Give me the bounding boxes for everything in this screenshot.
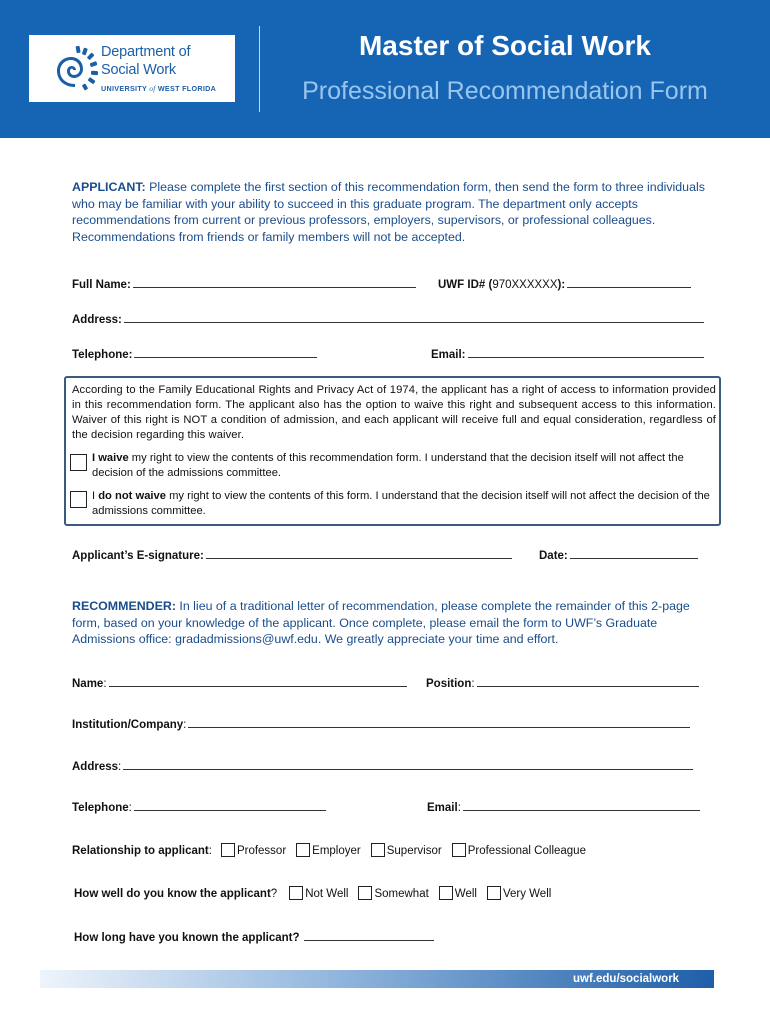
professor-checkbox[interactable] [221,843,235,857]
do-not-waive-option-text: I do not waive my right to view the contents of this form. I understand that the decision itself will not affect the decision of the admissions committee. [92,490,710,517]
recommender-address-field[interactable]: Address: [72,759,693,773]
nautilus-shell-icon [49,43,101,95]
recommender-intro-text: In lieu of a traditional letter of recommendation, please complete the remainder of this 2-page form, based on your knowledge of the applicant. Once complete, please email the form to UWF’s Graduate Admissions office: gradadmissions@uwf.edu. We greatly appreciate your time and effort. [72,599,690,647]
supervisor-checkbox[interactable] [371,843,385,857]
professional-colleague-checkbox[interactable] [452,843,466,857]
well-checkbox[interactable] [439,886,453,900]
logo-line-2: Social Work [101,62,176,78]
page-header [0,0,770,138]
logo-line-1: Department of [101,44,191,60]
page-title: Master of Social Work [358,30,651,61]
somewhat-checkbox[interactable] [358,886,372,900]
page-subtitle: Professional Recommendation Form [302,77,708,105]
applicant-intro [72,179,718,245]
footer-url: uwf.edu/socialwork [573,973,680,985]
employer-checkbox[interactable] [296,843,310,857]
applicant-heading: APPLICANT: [72,180,146,194]
recommender-email-field[interactable]: Email: [427,800,700,814]
relationship-row: Relationship to applicant: Professor Employer Supervisor Professional Colleague [72,845,586,857]
address-field[interactable]: Address: [72,312,704,326]
recommender-position-field[interactable]: Position: [426,676,699,690]
logo-university-name: UNIVERSITY of WEST FLORIDA [101,84,217,93]
institution-field[interactable]: Institution/Company: [72,717,690,731]
waive-option-text: I waive my right to view the contents of this recommendation form. I understand that the decision itself will not affect the decision of the admissions committee. [92,452,684,479]
recommender-heading: RECOMMENDER: [72,599,176,613]
very-well-checkbox[interactable] [487,886,501,900]
telephone-field[interactable]: Telephone: [72,347,317,361]
full-name-field[interactable]: Full Name: [72,277,416,291]
department-logo [29,35,235,102]
recommender-name-field[interactable]: Name: [72,676,407,690]
waive-checkbox[interactable] [70,454,87,471]
how-well-row: How well do you know the applicant? Not Well Somewhat Well Very Well [74,888,552,900]
applicant-date-field[interactable]: Date: [539,548,698,562]
recommender-telephone-field[interactable]: Telephone: [72,800,326,814]
ferpa-waiver-text: According to the Family Educational Rights and Privacy Act of 1974, the applicant has a right of access to information provided in this recommendation form. The applicant also has the option to waive this right and subsequent access to this information. Waiver of this right is NOT a condition of admission, and each applicant will receive full and equal consideration, regardless of the decision regarding this waiver. [72,384,716,441]
recommender-intro [72,598,718,648]
do-not-waive-checkbox[interactable] [70,491,87,508]
not-well-checkbox[interactable] [289,886,303,900]
email-field[interactable]: Email: [431,347,704,361]
uwf-id-field[interactable]: UWF ID# (970XXXXXX): [438,277,691,291]
applicant-signature-field[interactable]: Applicant’s E-signature: [72,548,512,562]
how-long-field[interactable]: How long have you known the applicant? [74,930,434,944]
applicant-intro-text: Please complete the first section of this recommendation form, then send the form to three individuals who may be familiar with your ability to succeed in this graduate program. The department only accepts recommendations from current or previous professors, employers, supervisors, or professional colleagues. Recommendations from friends or family members will not be accepted. [72,180,705,244]
